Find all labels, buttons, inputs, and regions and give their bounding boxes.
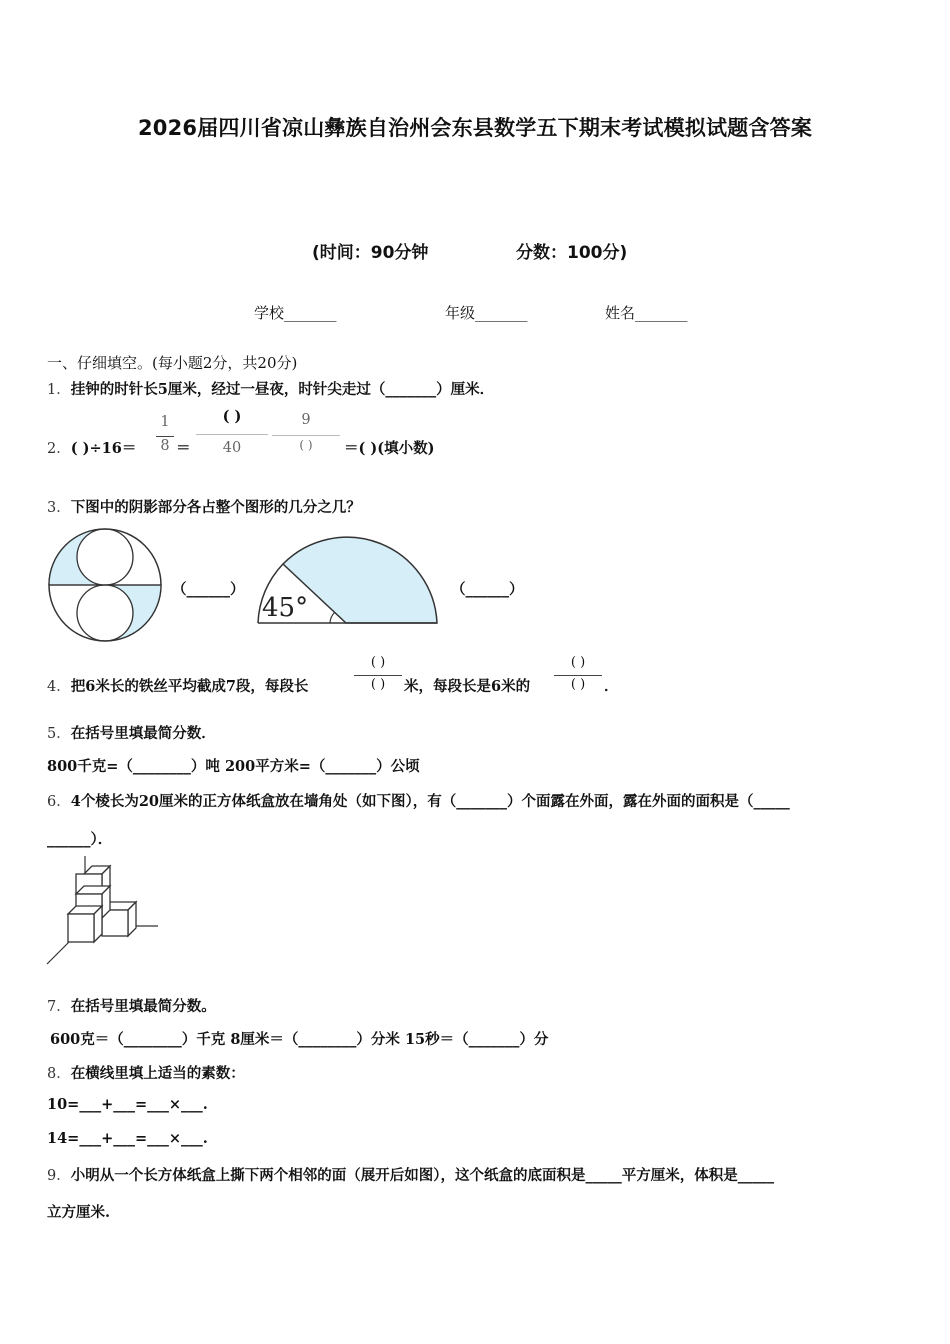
cube-corner-figure xyxy=(44,852,164,968)
q4-fraction2-numerator[interactable]: ( ) xyxy=(570,655,586,670)
question-text: 在横线里填上适当的素数： xyxy=(70,1065,245,1082)
section-heading: 一、仔细填空。(每小题2分，共20分) xyxy=(47,354,298,372)
fraction-bar xyxy=(196,434,268,435)
q2-fraction3-numerator: 9 xyxy=(301,412,311,428)
q3-blank-2[interactable]: （______） xyxy=(451,581,524,598)
q3-blank-1[interactable]: （______） xyxy=(172,581,245,598)
question-9 xyxy=(47,1164,774,1185)
q2-lead-text: ( )÷16＝ xyxy=(70,440,137,457)
fraction-bar xyxy=(272,435,340,436)
question-number: 6． xyxy=(47,794,71,810)
q4-fraction2-denominator[interactable]: ( ) xyxy=(570,677,586,692)
question-7 xyxy=(47,995,216,1016)
q4-text-3: ． xyxy=(604,678,619,695)
question-number: 2． xyxy=(47,441,71,457)
question-text: 挂钟的时针长5厘米，经过一昼夜，时针尖走过（_______）厘米． xyxy=(70,381,495,398)
q2-tail: ＝( )(填小数) xyxy=(344,440,435,457)
exam-time: (时间：90分钟 xyxy=(312,243,429,263)
question-number: 5． xyxy=(47,726,71,742)
question-text: 小明从一个长方体纸盒上撕下两个相邻的面（展开后如图），这个纸盒的底面积是_____平方厘米，体积是_____ xyxy=(70,1167,774,1184)
name-field[interactable]: 姓名_______ xyxy=(605,304,688,322)
q2-fraction2-numerator[interactable]: ( ) xyxy=(222,408,242,425)
q8-line-1: 10=___+___=___×___. xyxy=(47,1096,208,1113)
question-number: 8． xyxy=(47,1066,71,1082)
q2-fraction3-denominator[interactable]: ( ) xyxy=(299,438,313,452)
question-number: 4． xyxy=(47,679,71,695)
q9-continuation: 立方厘米. xyxy=(47,1204,111,1221)
question-8 xyxy=(47,1062,245,1083)
question-text: 下图中的阴影部分各占整个图形的几分之几？ xyxy=(70,499,361,516)
q4-fraction1-numerator[interactable]: ( ) xyxy=(370,655,386,670)
q4-text-1: 把6米长的铁丝平均截成7段，每段长 xyxy=(70,678,309,695)
q6-continuation: ______）． xyxy=(47,831,113,848)
q7-line: 600克＝（________）千克 8厘米＝（________）分米 15秒＝（_______）分 xyxy=(50,1031,549,1048)
fraction-bar xyxy=(354,675,402,676)
q2-fraction1-denominator: 8 xyxy=(160,438,170,454)
page-title: 2026届四川省凉山彝族自治州会东县数学五下期末考试模拟试题含答案 xyxy=(137,116,813,140)
question-1 xyxy=(47,378,494,399)
question-2-lead xyxy=(47,437,136,458)
angle-arc xyxy=(330,612,335,623)
grade-field[interactable]: 年级_______ xyxy=(445,304,528,322)
q2-equals: ＝ xyxy=(176,440,191,457)
question-6 xyxy=(47,790,790,811)
school-field[interactable]: 学校_______ xyxy=(254,304,337,322)
question-number: 9． xyxy=(47,1168,71,1184)
fraction-bar xyxy=(156,436,174,437)
q4-fraction1-denominator[interactable]: ( ) xyxy=(370,677,386,692)
q2-fraction1-numerator: 1 xyxy=(160,414,170,430)
q5-line: 800千克=（________）吨 200平方米=（_______）公顷 xyxy=(47,758,420,775)
question-4 xyxy=(47,675,308,696)
question-text: 在括号里填最简分数。 xyxy=(70,998,216,1015)
question-number: 1． xyxy=(47,382,71,398)
question-3 xyxy=(47,496,361,517)
question-number: 3． xyxy=(47,500,71,516)
exam-score: 分数：100分) xyxy=(516,243,628,263)
question-number: 7． xyxy=(47,999,71,1015)
semicircle-figure xyxy=(254,530,442,628)
question-5 xyxy=(47,722,216,743)
q8-line-2: 14=___+___=___×___. xyxy=(47,1130,208,1147)
circle-figure xyxy=(44,524,166,646)
question-text: 4个棱长为20厘米的正方体纸盒放在墙角处（如下图），有（_______）个面露在外面，露在外面的面积是（_____ xyxy=(70,793,790,810)
fraction-bar xyxy=(554,675,602,676)
angle-label: 45° xyxy=(262,593,309,623)
q2-fraction2-denominator: 40 xyxy=(222,440,242,456)
question-text: 在括号里填最简分数． xyxy=(70,725,216,742)
cube xyxy=(68,906,102,942)
q4-text-2: 米，每段长是6米的 xyxy=(404,678,531,695)
